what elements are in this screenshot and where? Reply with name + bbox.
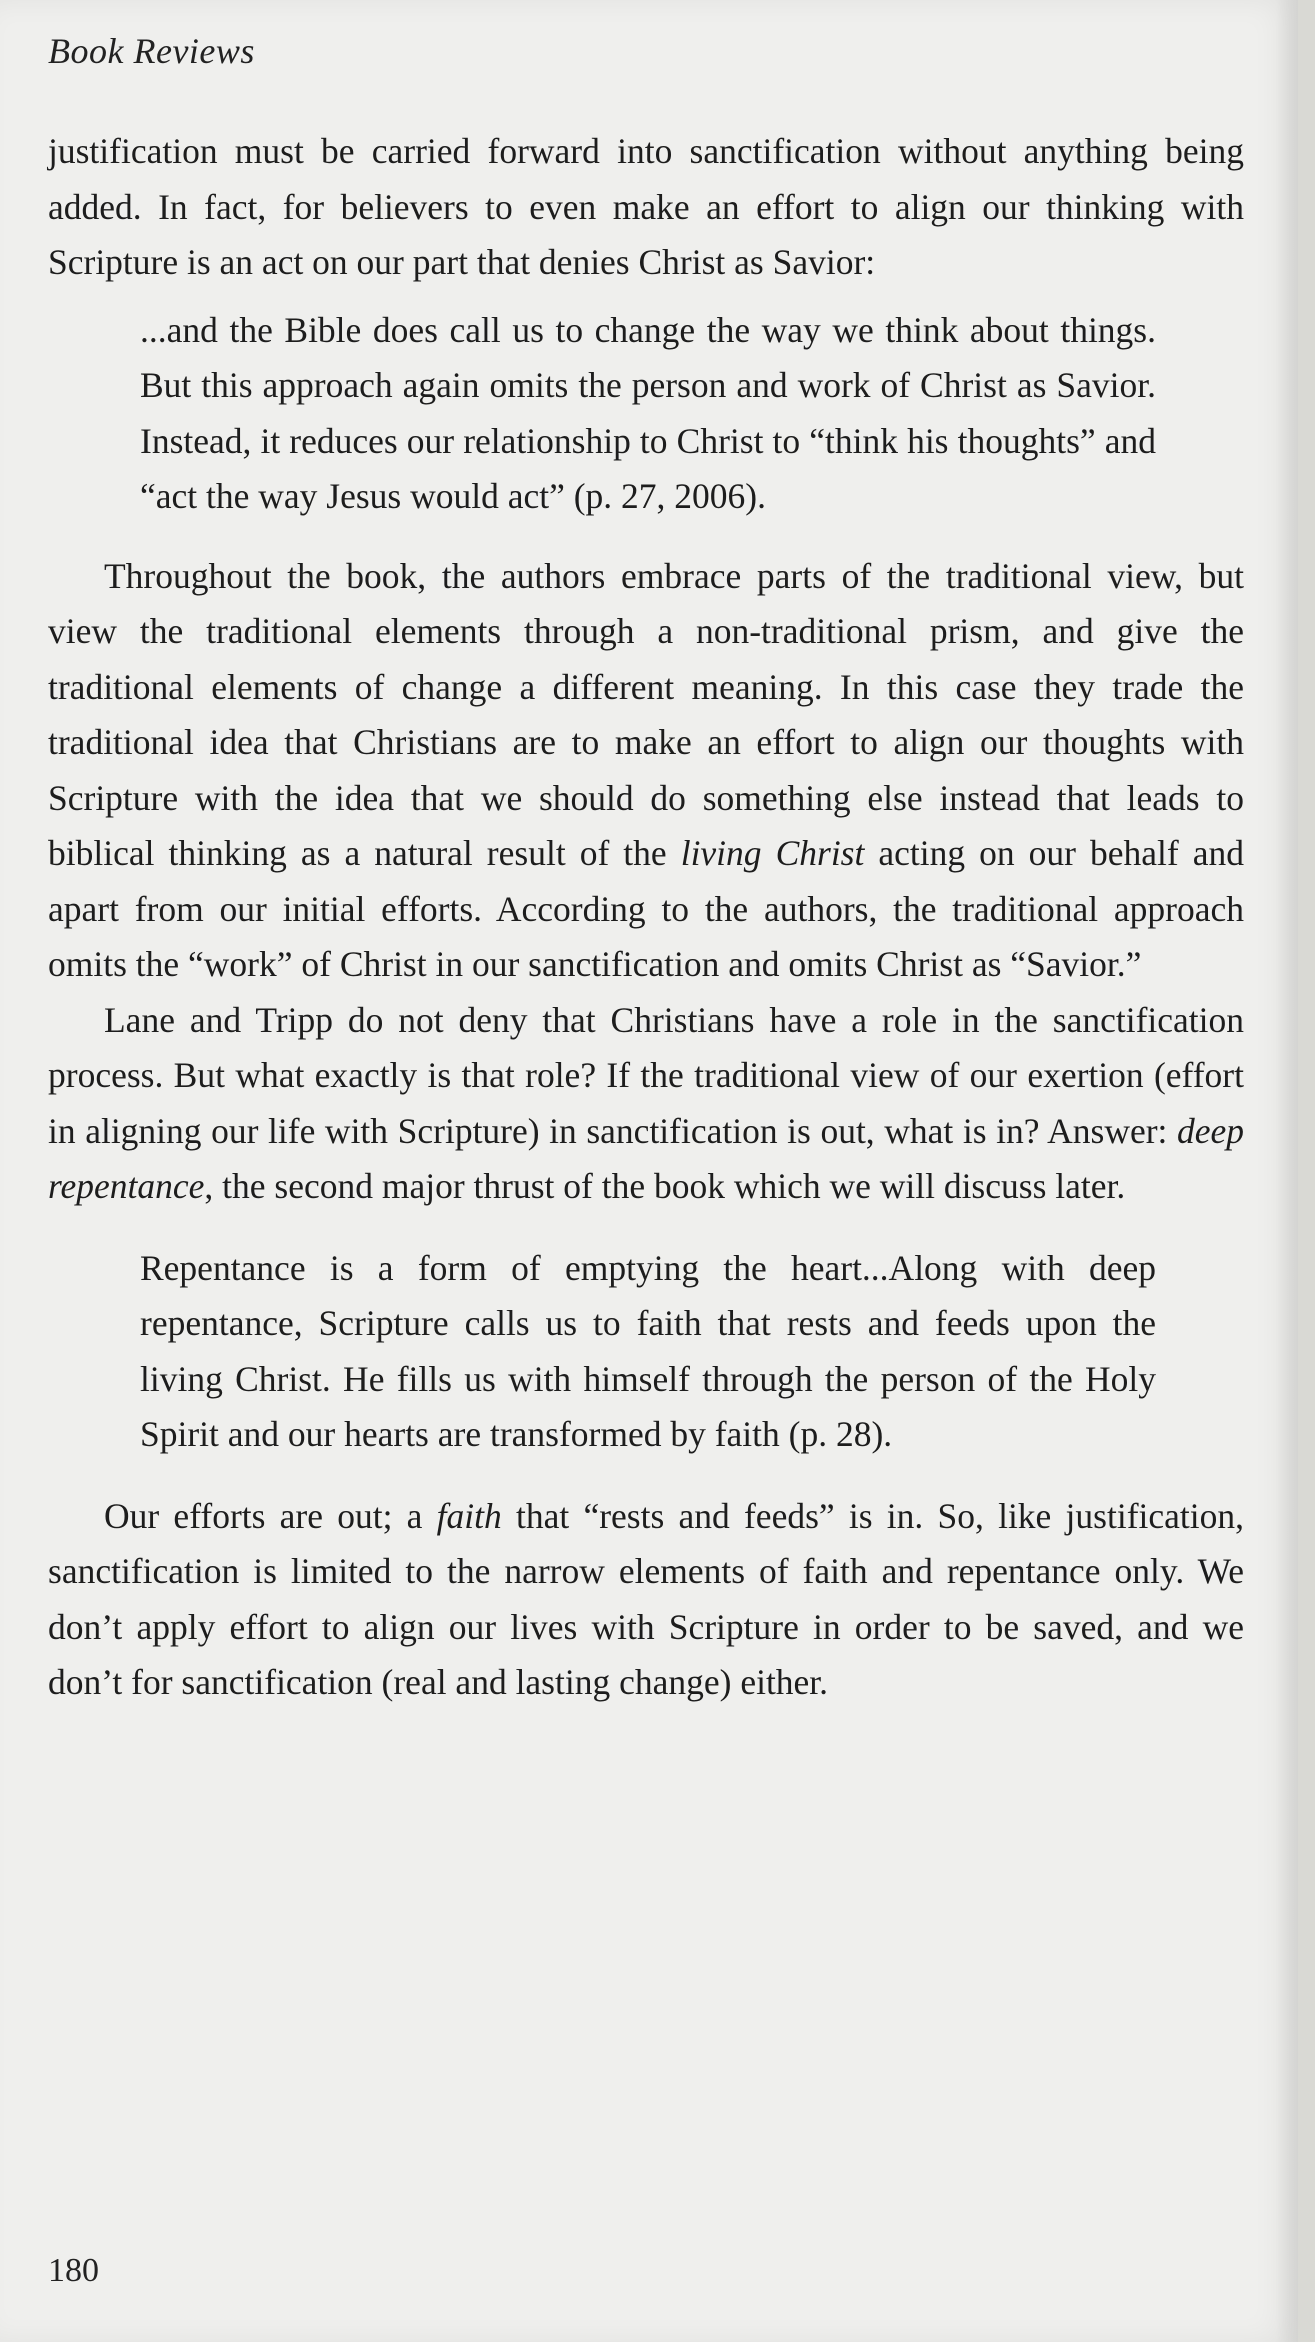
paragraph-2-text-a: Throughout the book, the authors embrace parts of the traditional view, but view the traditional elements through a non-traditional prism, and give the traditional elements of change a different meaning. In this case they trade the traditional idea that Christians are to make an effort to align our thoughts with Scripture with the idea that we should do something else instead that leads to biblical thinking as a natural result of the (48, 555, 1244, 873)
paragraph-1: justification must be carried forward into sanctification without anything being added. In fact, for believers to even make an effort to align our thinking with Scripture is an act on our part that denies Christ as Savior: (48, 131, 1244, 282)
block-quote-1: ...and the Bible does call us to change the way we think about things. But this approach again omits the person and work of Christ as Savior. Instead, it reduces our relationship to Christ to “think his thoughts” and “act the way Jesus would act” (p. 27, 2006). (140, 309, 1156, 516)
paragraph-3-text-b: , the second major thrust of the book which we will discuss later. (204, 1166, 1126, 1206)
paragraph-4-emphasis: faith (436, 1495, 502, 1536)
paragraph-4 (48, 1489, 1244, 1711)
paragraph-2-text-b: acting on our behalf and apart from our initial efforts. According to the authors, the traditional approach omits the “work” of Christ in our sanctification and omits Christ as “Savior.” (48, 833, 1244, 984)
paragraph-2-emphasis: living Christ (680, 833, 865, 873)
paragraph-3 (48, 993, 1244, 1215)
paragraph-2 (48, 549, 1244, 993)
paragraph-3-text-a: Lane and Tripp do not deny that Christians have a role in the sanctification process. But what exactly is that role? If the traditional view of our exertion (effort in aligning our life with Scripture) in sanctification is out, what is in? Answer: (48, 999, 1244, 1151)
paragraph-3-emphasis: deep repentance (48, 1110, 1244, 1206)
running-head: Book Reviews (48, 31, 255, 71)
page-number: 180 (48, 2252, 99, 2289)
block-quote-2: Repentance is a form of emptying the heart...Along with deep repentance, Scripture calls us to faith that rests and feeds upon the living Christ. He fills us with himself through the person of the Holy Spirit and our hearts are transformed by faith (p. 28). (140, 1247, 1156, 1454)
page-body (48, 124, 1244, 1711)
paragraph-4-text-b: that “rests and feeds” is in. So, like justification, sanctification is limited to the narrow elements of faith and repentance only. We don’t apply effort to align our lives with Scripture in order to be saved, and we don’t for sanctification (real and lasting change) either. (48, 1495, 1244, 1702)
paragraph-4-text-a: Our efforts are out; a (104, 1495, 437, 1536)
